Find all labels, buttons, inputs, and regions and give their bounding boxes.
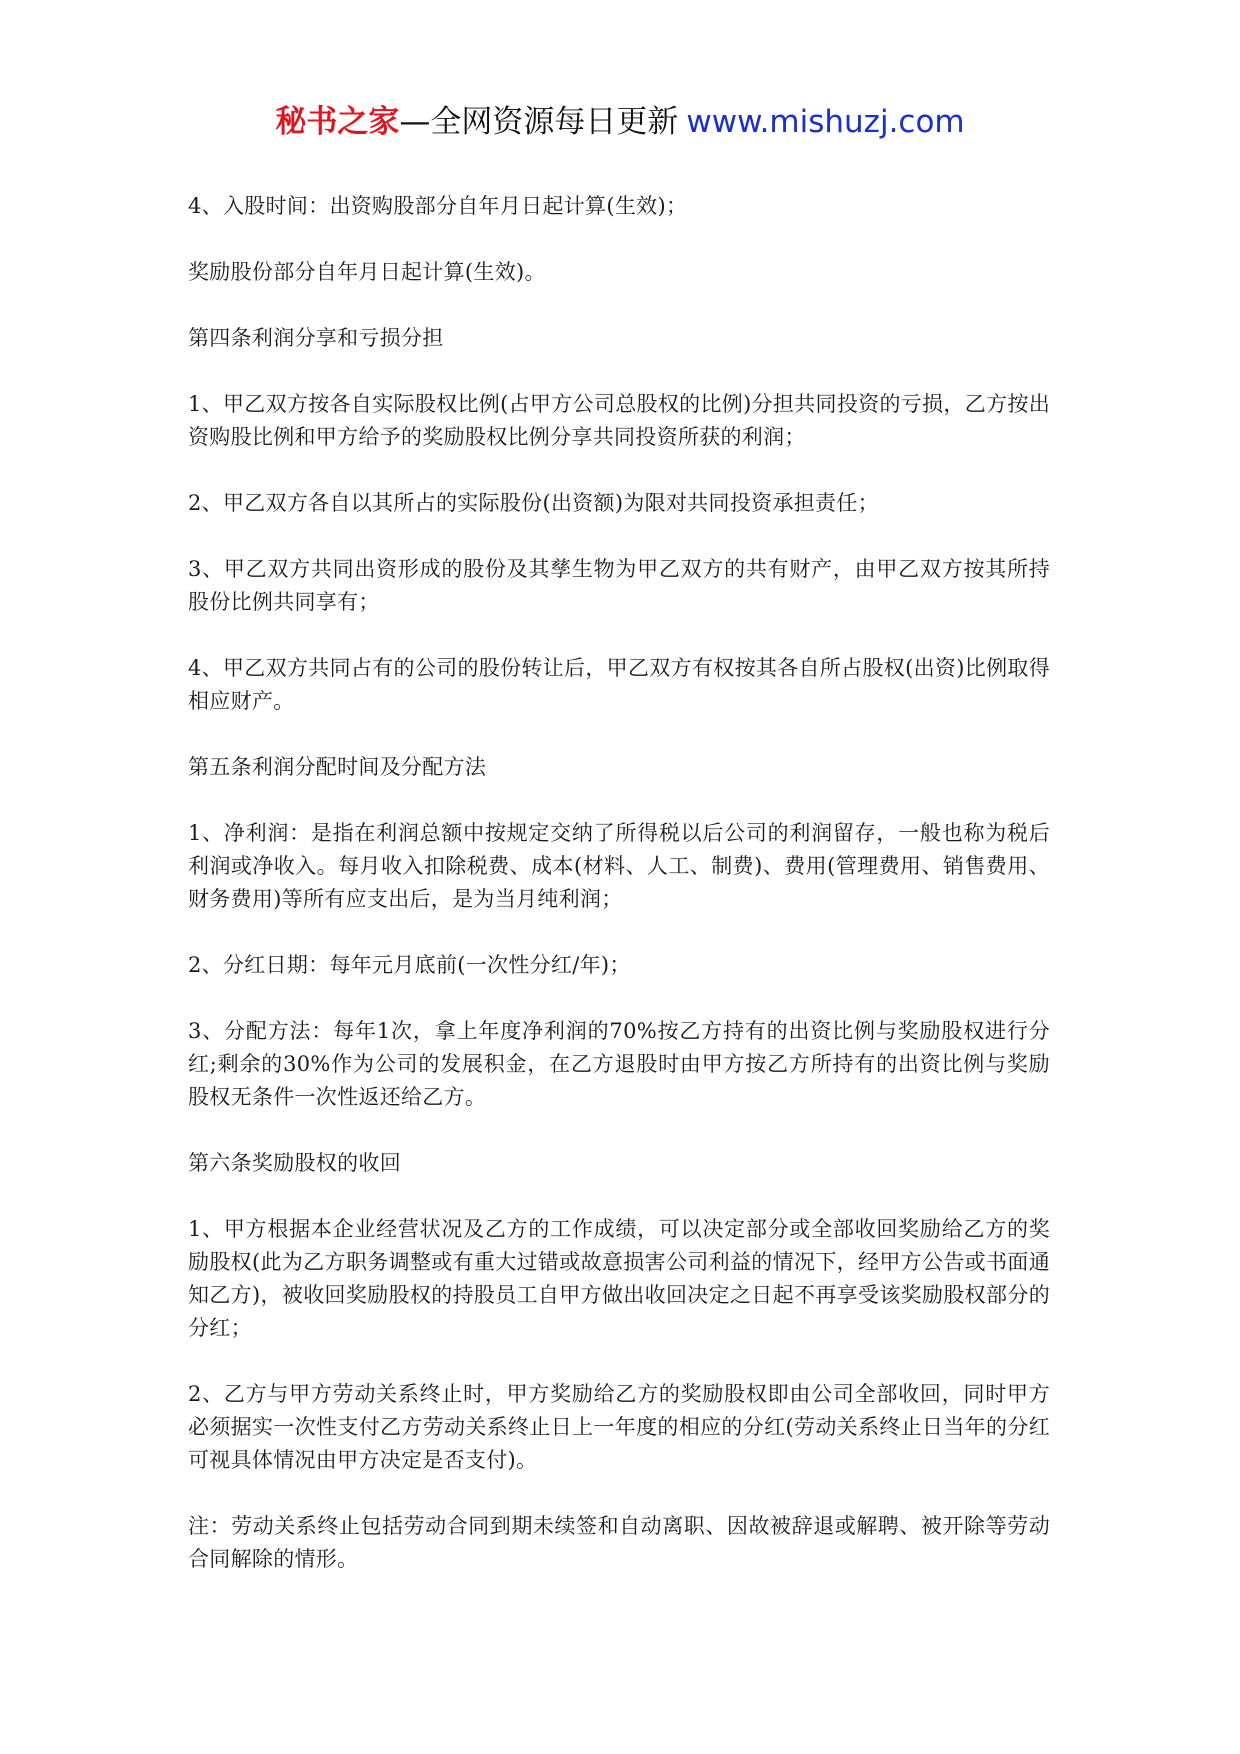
paragraph-article-5-item-1: 1、净利润：是指在利润总额中按规定交纳了所得税以后公司的利润留存，一般也称为税后利润或净收入。每月收入扣除税费、成本(材料、人工、制费)、费用(管理费用、销售费用、财务费用)等所有应支出后，是为当月纯利润； (188, 821, 1050, 911)
section-heading-article-4: 第四条利润分享和亏损分担 (188, 326, 444, 350)
header-brand: 秘书之家 (275, 104, 400, 140)
paragraph-article-5-item-3: 3、分配方法：每年1次，拿上年度净利润的70%按乙方持有的出资比例与奖励股权进行分红;剩余的30%作为公司的发展积金，在乙方退股时由甲方按乙方所持有的出资比例与奖励股权无条件一次性返还给乙方。 (188, 1019, 1050, 1109)
paragraph-article-4-item-1: 1、甲乙双方按各自实际股权比例(占甲方公司总股权的比例)分担共同投资的亏损，乙方按出资购股比例和甲方给予的奖励股权比例分享共同投资所获的利润； (188, 392, 1050, 449)
section-heading-article-5: 第五条利润分配时间及分配方法 (188, 755, 487, 779)
paragraph-article-5-item-2: 2、分红日期：每年元月底前(一次性分红/年)； (188, 953, 631, 977)
paragraph-article-6-item-2: 2、乙方与甲方劳动关系终止时，甲方奖励给乙方的奖励股权即由公司全部收回，同时甲方必须据实一次性支付乙方劳动关系终止日上一年度的相应的分红(劳动关系终止日当年的分红可视具体情况由甲方决定是否支付)。 (188, 1382, 1050, 1472)
document-body (188, 190, 1050, 1609)
header-url[interactable]: www.mishuzj.com (686, 104, 965, 140)
header-tagline: —全网资源每日更新 (399, 104, 679, 140)
paragraph-note: 注：劳动关系终止包括劳动合同到期未续签和自动离职、因故被辞退或解聘、被开除等劳动合同解除的情形。 (188, 1514, 1050, 1571)
paragraph-entry-time: 4、入股时间：出资购股部分自年月日起计算(生效)； (188, 194, 688, 218)
page-header (0, 100, 1240, 144)
paragraph-article-6-item-1: 1、甲方根据本企业经营状况及乙方的工作成绩，可以决定部分或全部收回奖励给乙方的奖励股权(此为乙方职务调整或有重大过错或故意损害公司利益的情况下，经甲方公告或书面通知乙方)，被收回奖励股权的持股员工自甲方做出收回决定之日起不再享受该奖励股权部分的分红； (188, 1217, 1050, 1340)
paragraph-article-4-item-3: 3、甲乙双方共同出资形成的股份及其孳生物为甲乙双方的共有财产，由甲乙双方按其所持股份比例共同享有； (188, 557, 1050, 614)
section-heading-article-6: 第六条奖励股权的收回 (188, 1151, 401, 1175)
paragraph-article-4-item-2: 2、甲乙双方各自以其所占的实际股份(出资额)为限对共同投资承担责任； (188, 491, 879, 515)
paragraph-bonus-shares-time: 奖励股份部分自年月日起计算(生效)。 (188, 260, 546, 284)
paragraph-article-4-item-4: 4、甲乙双方共同占有的公司的股份转让后，甲乙双方有权按其各自所占股权(出资)比例取得相应财产。 (188, 656, 1050, 713)
